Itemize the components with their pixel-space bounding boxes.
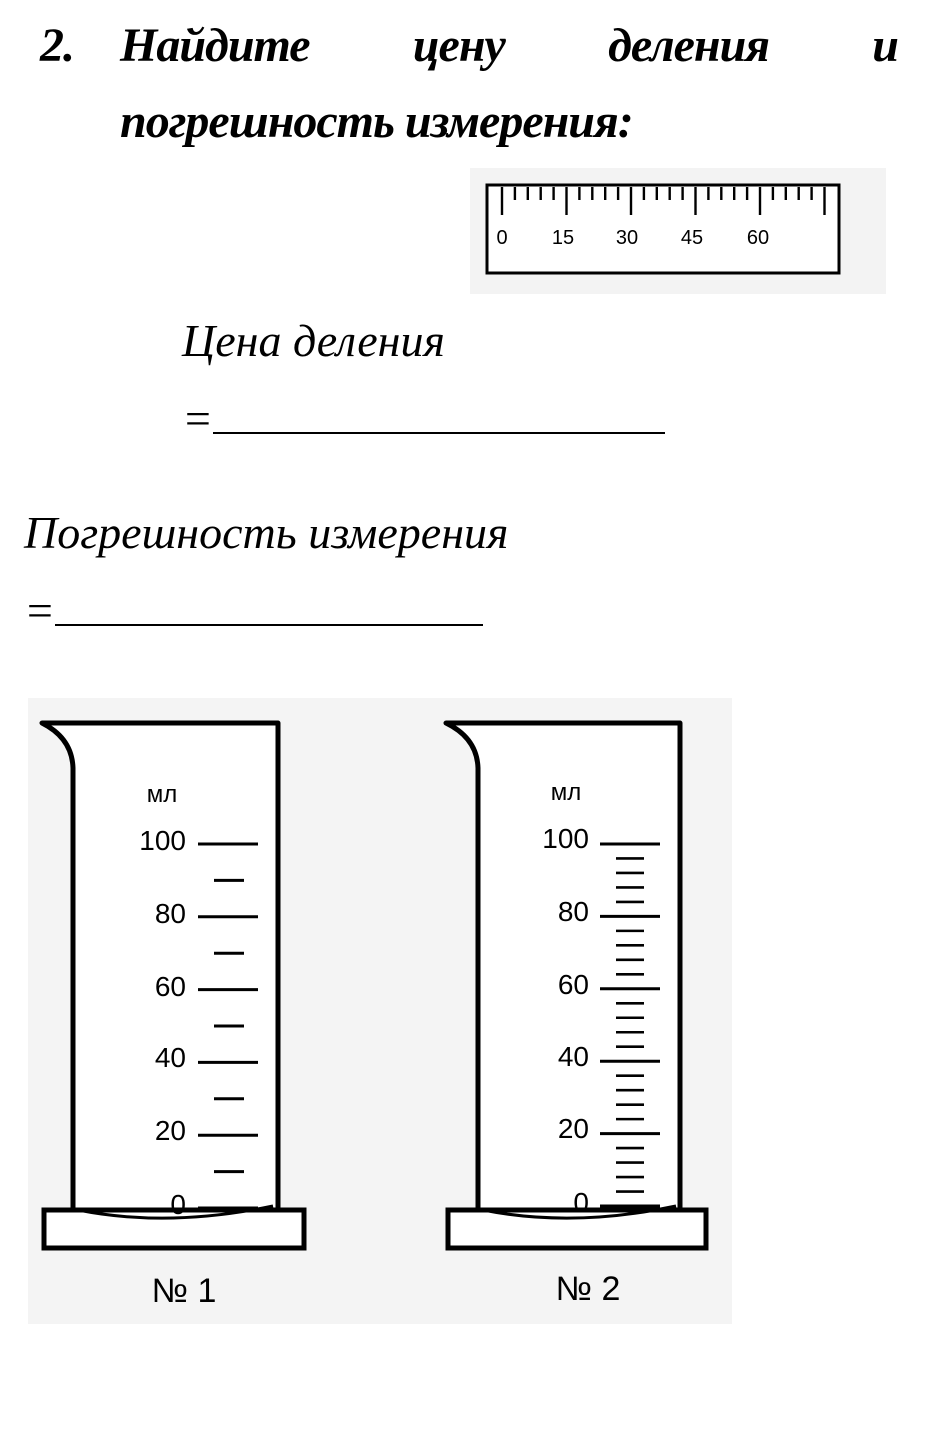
- ruler-label: 15: [551, 227, 575, 249]
- scale-label: 40: [154, 1042, 186, 1073]
- ruler-label: 0: [496, 227, 508, 249]
- scale-label: 100: [542, 823, 589, 854]
- task-heading-line1: [120, 18, 898, 73]
- division-price-label: Цена деления: [182, 315, 445, 366]
- scale-label: 60: [557, 969, 589, 1000]
- scale-label: 20: [557, 1113, 589, 1144]
- scale-label: 80: [154, 898, 186, 929]
- answer-blank-line[interactable]: [55, 586, 483, 626]
- scale-label: 60: [154, 971, 186, 1002]
- ruler-label: 45: [680, 227, 704, 249]
- equals-sign: =: [24, 585, 56, 636]
- task-heading-line2: погрешность измерения:: [120, 95, 633, 148]
- unit-label: мл: [550, 779, 582, 806]
- unit-label: мл: [146, 781, 178, 808]
- task-word: цену: [412, 19, 505, 72]
- ruler-label: 60: [746, 227, 770, 249]
- ruler-figure: [470, 168, 886, 294]
- answer-blank-line[interactable]: [213, 394, 665, 434]
- scale-label: 40: [557, 1041, 589, 1072]
- cylinders-svg: [28, 698, 732, 1324]
- task-word: деления: [608, 19, 769, 72]
- task-number: 2.: [40, 19, 74, 72]
- scale-label: 20: [154, 1115, 186, 1146]
- cylinder-caption: № 1: [151, 1272, 217, 1310]
- cylinder-2: [446, 723, 706, 1308]
- equals-sign: =: [182, 393, 214, 444]
- task-word: Найдите: [120, 19, 310, 72]
- task-word: и: [872, 19, 898, 72]
- cylinder-caption: № 2: [555, 1270, 621, 1308]
- scale-label: 0: [573, 1187, 589, 1218]
- scale-label: 80: [557, 896, 589, 927]
- measurement-error-answer[interactable]: [24, 584, 483, 637]
- cylinder-1: [42, 723, 304, 1310]
- measurement-error-label: Погрешность измерения: [24, 507, 509, 558]
- ruler-label: 30: [615, 227, 639, 249]
- ruler-svg: [470, 168, 886, 294]
- division-price-answer[interactable]: [182, 392, 665, 445]
- scale-label: 100: [139, 825, 186, 856]
- cylinders-figure: [28, 698, 732, 1324]
- scale-label: 0: [170, 1189, 186, 1220]
